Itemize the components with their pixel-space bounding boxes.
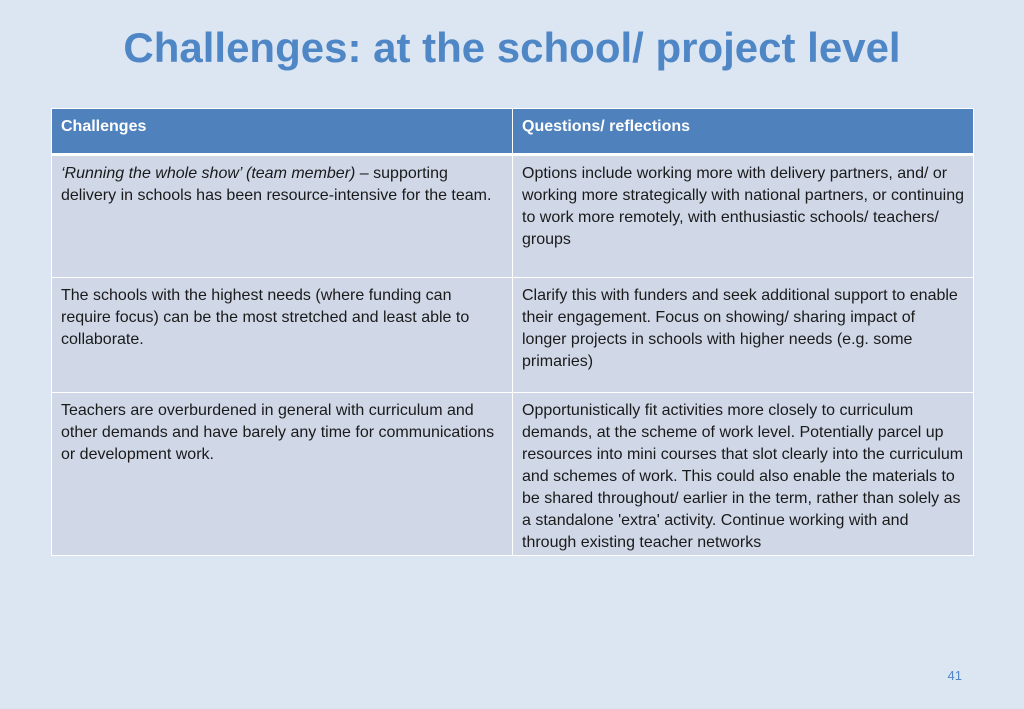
column-header-reflections: Questions/ reflections bbox=[513, 109, 974, 155]
table-row bbox=[52, 278, 974, 393]
table-row bbox=[52, 393, 974, 556]
challenge-cell bbox=[52, 278, 513, 393]
challenges-table bbox=[51, 108, 974, 556]
reflection-cell: Opportunistically fit activities more closely to curriculum demands, at the scheme of work level. Potentially parcel up resources into mini courses that slot clearly into the curriculum and schemes of work. This could also enable the materials to be shared throughout/ earlier in the term, rather than solely as a standalone 'extra' activity. Continue working with and through existing teacher networks bbox=[513, 393, 974, 556]
challenge-cell bbox=[52, 155, 513, 278]
reflection-cell: Clarify this with funders and seek additional support to enable their engagement. Focus on showing/ sharing impact of longer projects in schools with higher needs (e.g. some primaries) bbox=[513, 278, 974, 393]
table-header-row bbox=[52, 109, 974, 155]
challenge-text: The schools with the highest needs (where funding can require focus) can be the most stretched and least able to collaborate. bbox=[61, 287, 470, 348]
challenge-cell bbox=[52, 393, 513, 556]
challenge-text: – supporting delivery in schools has been resource-intensive for the team. bbox=[61, 165, 492, 204]
slide-title: Challenges: at the school/ project level bbox=[123, 24, 901, 71]
challenge-text: Teachers are overburdened in general with curriculum and other demands and have barely any time for communications or development work. bbox=[61, 402, 495, 463]
page-number: 41 bbox=[947, 668, 962, 683]
challenge-emphasis: ‘Running the whole show’ (team member) bbox=[61, 165, 356, 182]
reflection-cell: Options include working more with delivery partners, and/ or working more strategically with national partners, or continuing to work more remotely, with enthusiastic schools/ teachers/ groups bbox=[513, 155, 974, 278]
table-row bbox=[52, 155, 974, 278]
column-header-challenges: Challenges bbox=[52, 109, 513, 155]
